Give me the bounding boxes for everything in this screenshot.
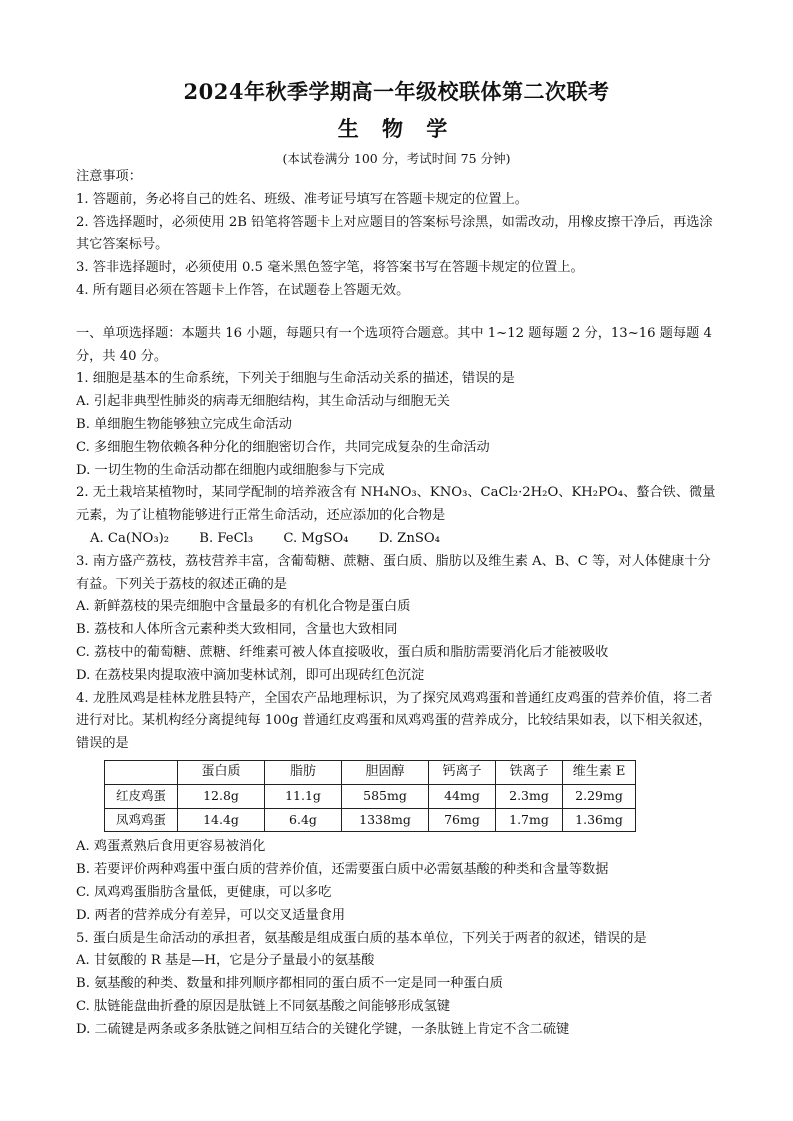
table-header: 胆固醇	[342, 760, 429, 784]
nutrition-table	[104, 760, 636, 832]
question-option: D. 两者的营养成分有差异，可以交叉适量食用	[76, 907, 346, 923]
question-option: C. MgSO₄	[283, 530, 349, 546]
note-item: 2. 答选择题时，必须使用 2B 铅笔将答题卡上对应题目的答案标号涂黑，如需改动，用橡皮擦干净后，再选涂其它答案标号。	[76, 214, 713, 253]
question-option: A. Ca(NO₃)₂	[90, 530, 170, 546]
question-option: C. 多细胞生物依赖各种分化的细胞密切合作，共同完成复杂的生命活动	[76, 439, 490, 455]
question-option: B. 氨基酸的种类、数量和排列顺序都相同的蛋白质不一定是同一种蛋白质	[76, 976, 503, 992]
question-option: A. 引起非典型性肺炎的病毒无细胞结构，其生命活动与细胞无关	[76, 394, 450, 410]
table-header: 脂肪	[265, 760, 342, 784]
question-stem: 2. 无土栽培某植物时，某同学配制的培养液含有 NH₄NO₃、KNO₃、CaCl₂·2H₂O、KH₂PO₄、螯合铁、微量元素，为了让植物能够进行正常生命活动，还应添加的化合物是	[76, 485, 716, 524]
table-cell: 1.36mg	[563, 808, 636, 832]
table-cell: 凤鸡鸡蛋	[105, 808, 178, 832]
note-item: 1. 答题前，务必将自己的姓名、班级、准考证号填写在答题卡规定的位置上。	[76, 191, 528, 207]
question-options-inline	[76, 528, 721, 551]
question-option: C. 荔枝中的葡萄糖、蔗糖、纤维素可被人体直接吸收，蛋白质和脂肪需要消化后才能被吸收	[76, 644, 609, 660]
question-option: B. 荔枝和人体所含元素种类大致相同，含量也大致相同	[76, 622, 398, 638]
question-option: D. 一切生物的生命活动都在细胞内或细胞参与下完成	[76, 462, 385, 478]
question-option: B. 若要评价两种鸡蛋中蛋白质的营养价值，还需要蛋白质中必需氨基酸的种类和含量等数据	[76, 862, 609, 878]
question-stem: 3. 南方盛产荔枝，荔枝营养丰富，含葡萄糖、蔗糖、蛋白质、脂肪以及维生素 A、B、C 等，对人体健康十分有益。下列关于荔枝的叙述正确的是	[76, 553, 711, 592]
table-row	[105, 784, 636, 808]
question-option: B. FeCl₃	[199, 530, 254, 546]
table-cell: 585mg	[342, 784, 429, 808]
exam-body	[76, 166, 721, 1041]
notes-heading: 注意事项：	[76, 169, 142, 184]
note-item: 4. 所有题目必须在答题卡上作答，在试题卷上答题无效。	[76, 282, 410, 298]
table-header: 钙离子	[429, 760, 496, 784]
question-stem: 4. 龙胜凤鸡是桂林龙胜县特产，全国农产品地理标识，为了探究凤鸡鸡蛋和普通红皮鸡蛋的营养价值，将二者进行对比。某机构经分离提纯每 100g 普通红皮鸡蛋和凤鸡鸡蛋的营养成分，比较结果如表，以下相关叙述，错误的是	[76, 690, 713, 752]
table-cell: 44mg	[429, 784, 496, 808]
table-cell: 1.7mg	[496, 808, 563, 832]
table-cell: 红皮鸡蛋	[105, 784, 178, 808]
question-option: A. 新鲜荔枝的果壳细胞中含量最多的有机化合物是蛋白质	[76, 599, 411, 615]
table-header: 铁离子	[496, 760, 563, 784]
exam-subject: 生 物 学	[337, 116, 456, 141]
table-header: 维生素 E	[563, 760, 636, 784]
note-item: 3. 答非选择题时，必须使用 0.5 毫米黑色签字笔，将答案书写在答题卡规定的位置上。	[76, 260, 584, 276]
table-row	[105, 808, 636, 832]
table-cell: 12.8g	[178, 784, 265, 808]
question-option: B. 单细胞生物能够独立完成生命活动	[76, 416, 292, 432]
table-cell: 11.1g	[265, 784, 342, 808]
table-cell: 6.4g	[265, 808, 342, 832]
section-title: 一、单项选择题：本题共 16 小题，每题只有一个选项符合题意。其中 1~12 题每题 2 分，13~16 题每题 4 分，共 40 分。	[76, 325, 712, 364]
table-cell: 76mg	[429, 808, 496, 832]
table-cell: 2.29mg	[563, 784, 636, 808]
exam-title: 2024年秋季学期高一年级校联体第二次联考	[183, 79, 610, 104]
exam-meta: (本试卷满分 100 分，考试时间 75 分钟)	[282, 151, 511, 166]
table-cell: 1338mg	[342, 808, 429, 832]
question-option: A. 甘氨酸的 R 基是—H，它是分子量最小的氨基酸	[76, 953, 375, 969]
question-stem: 1. 细胞是基本的生命系统，下列关于细胞与生命活动关系的描述，错误的是	[76, 371, 515, 387]
question-option: A. 鸡蛋煮熟后食用更容易被消化	[76, 839, 266, 855]
question-option: C. 凤鸡鸡蛋脂肪含量低，更健康，可以多吃	[76, 884, 332, 900]
table-header-row	[105, 760, 636, 784]
table-cell: 2.3mg	[496, 784, 563, 808]
table-cell: 14.4g	[178, 808, 265, 832]
question-option: D. 在荔枝果肉提取液中滴加斐林试剂，即可出现砖红色沉淀	[76, 667, 425, 683]
question-option: D. ZnSO₄	[378, 530, 440, 546]
question-stem: 5. 蛋白质是生命活动的承担者，氨基酸是组成蛋白质的基本单位，下列关于两者的叙述，错误的是	[76, 930, 647, 946]
spacer	[76, 303, 721, 323]
question-option: D. 二硫键是两条或多条肽链之间相互结合的关键化学键，一条肽链上肯定不含二硫键	[76, 1021, 570, 1037]
question-option: C. 肽链能盘曲折叠的原因是肽链上不同氨基酸之间能够形成氢键	[76, 998, 451, 1014]
table-header: 蛋白质	[178, 760, 265, 784]
table-header	[105, 760, 178, 784]
